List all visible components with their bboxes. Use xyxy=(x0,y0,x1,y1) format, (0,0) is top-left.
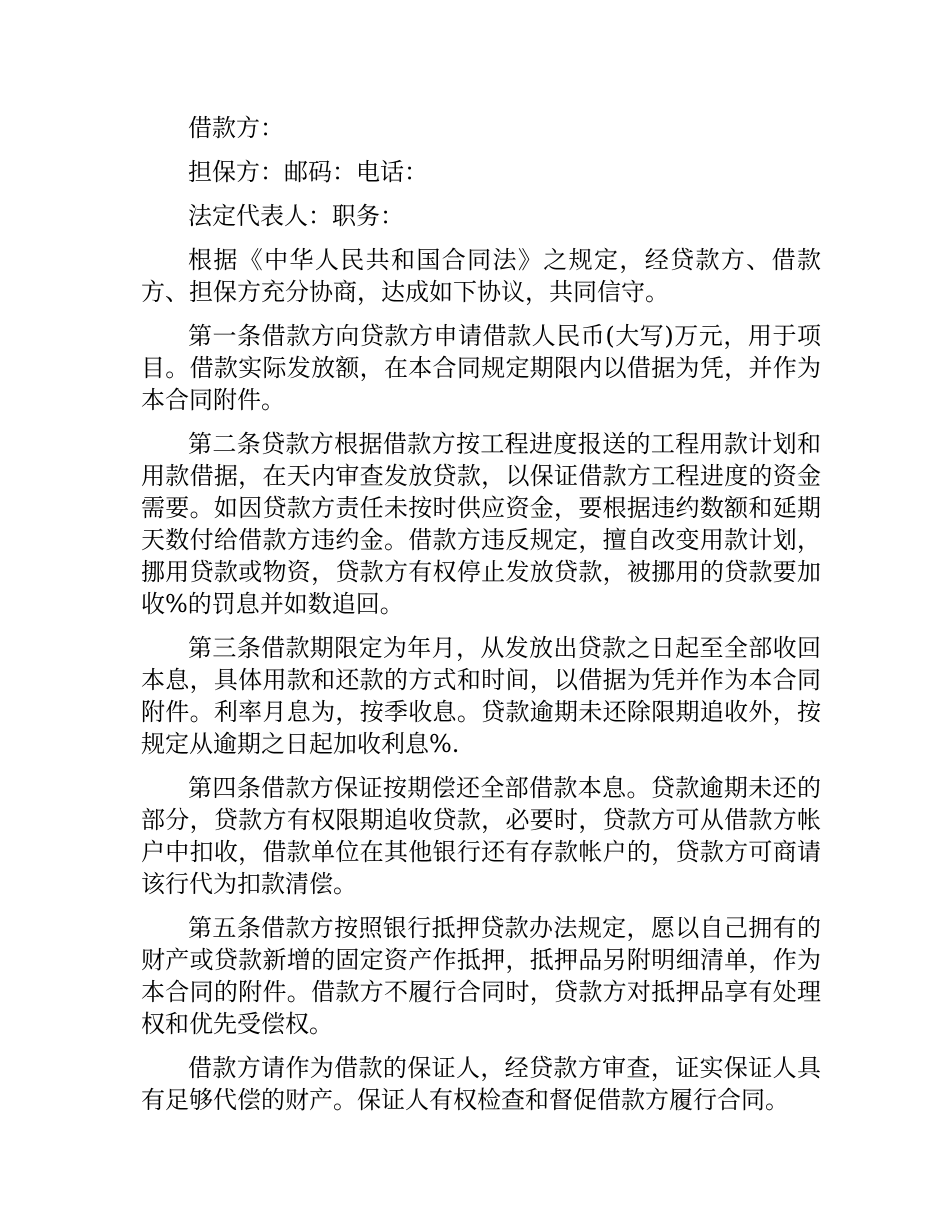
document-body xyxy=(141,112,821,1128)
preamble-paragraph: 根据《中华人民共和国合同法》之规定，经贷款方、借款方、担保方充分协商，达成如下协议，共同信守。 xyxy=(141,246,821,306)
borrower-line: 借款方： xyxy=(188,114,284,142)
article-3-paragraph: 第三条借款期限定为年月，从发放出贷款之日起至全部收回本息，具体用款和还款的方式和时间，以借据为凭并作为本合同附件。利率月息为，按季收息。贷款逾期未还除限期追收外，按规定从逾期之日起加收利息%. xyxy=(141,634,821,758)
guarantee-paragraph: 借款方请作为借款的保证人，经贷款方审查，证实保证人具有足够代偿的财产。保证人有权检查和督促借款方履行合同。 xyxy=(141,1054,821,1114)
article-2-paragraph: 第二条贷款方根据借款方按工程进度报送的工程用款计划和用款借据，在天内审查发放贷款，以保证借款方工程进度的资金需要。如因贷款方责任未按时供应资金，要根据违约数额和延期天数付给借款方违约金。借款方违反规定，擅自改变用款计划，挪用贷款或物资，贷款方有权停止发放贷款，被挪用的贷款要加收%的罚息并如数追回。 xyxy=(141,430,821,618)
article-1-paragraph: 第一条借款方向贷款方申请借款人民币(大写)万元，用于项目。借款实际发放额，在本合同规定期限内以借据为凭，并作为本合同附件。 xyxy=(141,322,821,414)
legal-representative-line: 法定代表人：职务： xyxy=(188,202,404,230)
article-5-paragraph: 第五条借款方按照银行抵押贷款办法规定，愿以自己拥有的财产或贷款新增的固定资产作抵押，抵押品另附明细清单，作为本合同的附件。借款方不履行合同时，贷款方对抵押品享有处理权和优先受偿权。 xyxy=(141,914,821,1038)
article-4-paragraph: 第四条借款方保证按期偿还全部借款本息。贷款逾期未还的部分，贷款方有权限期追收贷款，必要时，贷款方可从借款方帐户中扣收，借款单位在其他银行还有存款帐户的，贷款方可商请该行代为扣款清偿。 xyxy=(141,774,821,898)
guarantor-line: 担保方：邮码：电话： xyxy=(188,158,428,186)
